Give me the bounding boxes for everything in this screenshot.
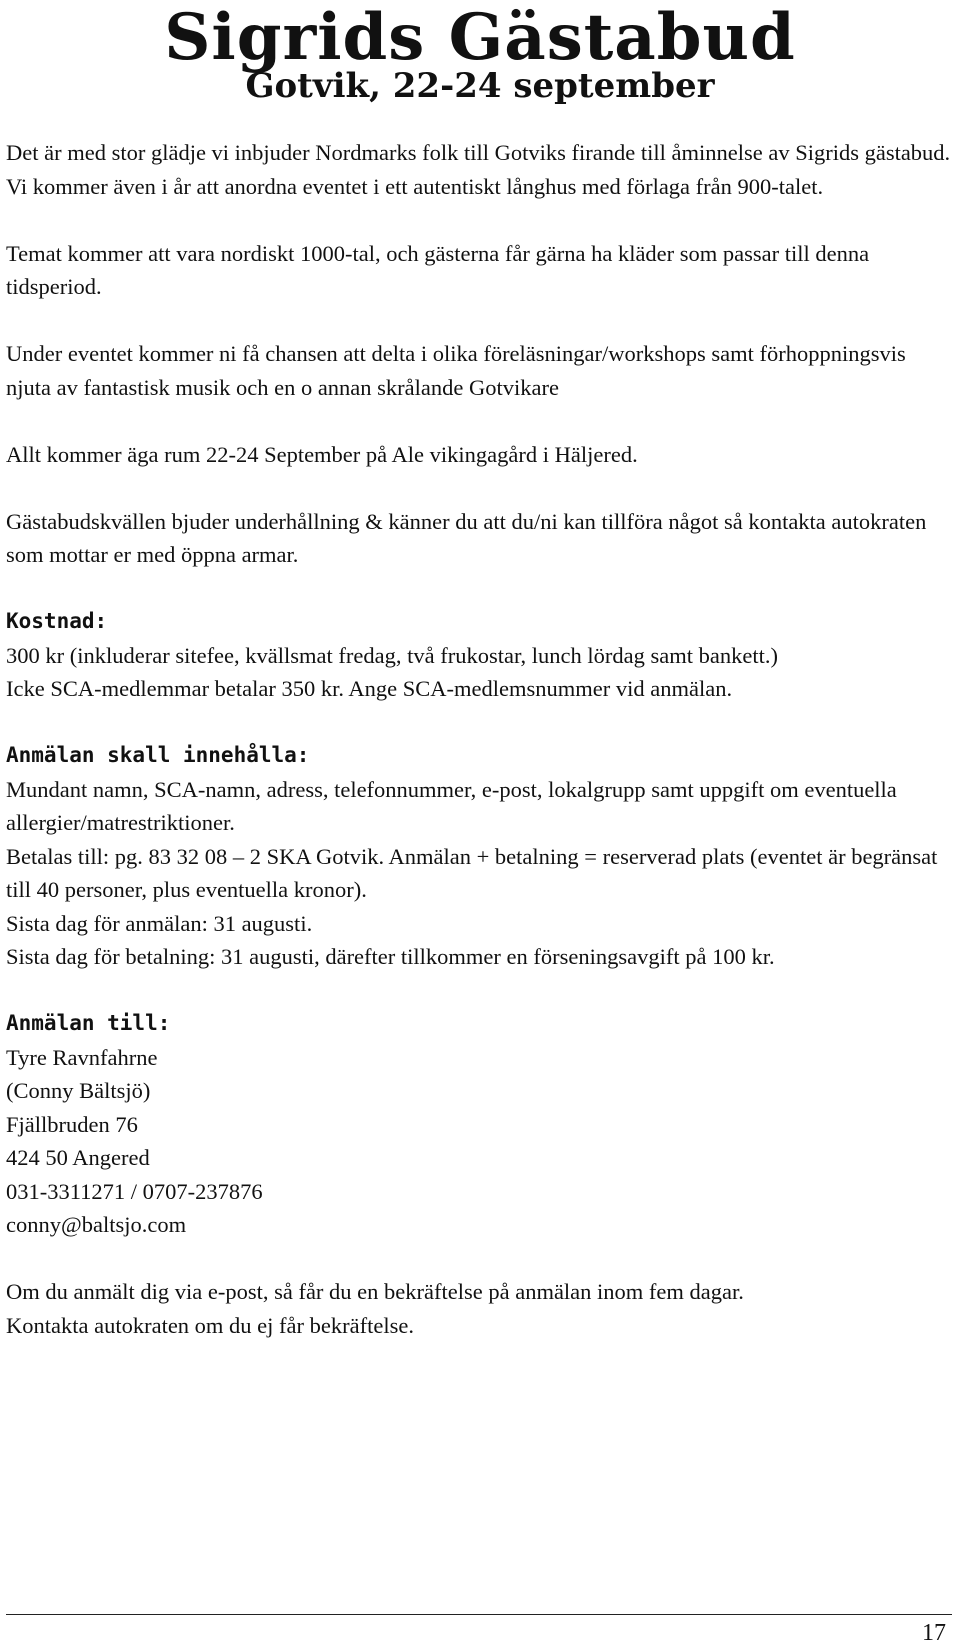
document-body: [6, 136, 951, 1342]
page-subtitle: Gotvik, 22-24 september: [245, 66, 715, 106]
registration-line-1: Mundant namn, SCA-namn, adress, telefonnummer, e-post, lokalgrupp samt uppgift om eventuella allergier/matrestriktioner.: [6, 776, 897, 835]
contact-heading: Anmälan till:: [6, 1011, 171, 1035]
registration-section: [6, 739, 951, 974]
contact-phone: 031-3311271 / 0707-237876: [6, 1178, 263, 1204]
confirmation-line-1: Om du anmält dig via e-post, så får du en bekräftelse på anmälan inom fem dagar.: [6, 1279, 744, 1304]
theme-paragraph: Temat kommer att vara nordiskt 1000-tal, och gästerna får gärna ha kläder som passar till denna tidsperiod.: [6, 240, 870, 299]
entertainment-paragraph: Gästabudskvällen bjuder underhållning & känner du att du/ni kan tillföra något så kontakta autokraten som mottar er med öppna armar.: [6, 508, 927, 567]
activities-paragraph: Under eventet kommer ni få chansen att delta i olika föreläsningar/workshops samt förhoppningsvis njuta av fantastisk musik och en o annan skrålande Gotvikare: [6, 341, 906, 400]
cost-line-2: Icke SCA-medlemmar betalar 350 kr. Ange SCA-medlemsnummer vid anmälan.: [6, 676, 733, 701]
confirmation-line-2: Kontakta autokraten om du ej får bekräftelse.: [6, 1312, 414, 1338]
contact-email: conny@baltsjo.com: [6, 1212, 187, 1237]
confirmation-paragraph: [6, 1275, 951, 1342]
registration-line-4: Sista dag för betalning: 31 augusti, därefter tillkommer en förseningsavgift på 100 kr.: [6, 944, 775, 969]
intro-paragraph: [6, 136, 951, 203]
contact-real-name: (Conny Bältsjö): [6, 1078, 151, 1103]
registration-line-2: Betalas till: pg. 83 32 08 – 2 SKA Gotvik. Anmälan + betalning = reserverad plats (eventet är begränsat till 40 personer, plus eventuella kronor).: [6, 843, 938, 902]
contact-name: Tyre Ravnfahrne: [6, 1044, 158, 1070]
intro-line-2: Vi kommer även i år att anordna eventet i ett autentiskt långhus med förlaga från 900-talet.: [6, 173, 824, 199]
location-paragraph: Allt kommer äga rum 22-24 September på Ale vikingagård i Häljered.: [6, 441, 638, 467]
contact-street: Fjällbruden 76: [6, 1111, 138, 1137]
cost-line-1: 300 kr (inkluderar sitefee, kvällsmat fredag, två frukostar, lunch lördag samt bankett.): [6, 642, 778, 668]
page-title: Sigrids Gästabud: [164, 0, 796, 75]
contact-section: [6, 1007, 951, 1242]
page-number: 17: [922, 1620, 946, 1646]
registration-line-3: Sista dag för anmälan: 31 augusti.: [6, 910, 313, 936]
intro-line-1: Det är med stor glädje vi inbjuder Nordmarks folk till Gotviks firande till åminnelse av Sigrids gästabud.: [6, 140, 951, 165]
contact-postal: 424 50 Angered: [6, 1145, 150, 1170]
cost-heading: Kostnad:: [6, 609, 108, 633]
footer-divider: [6, 1614, 952, 1615]
registration-heading: Anmälan skall innehålla:: [6, 743, 310, 767]
cost-section: [6, 605, 951, 706]
